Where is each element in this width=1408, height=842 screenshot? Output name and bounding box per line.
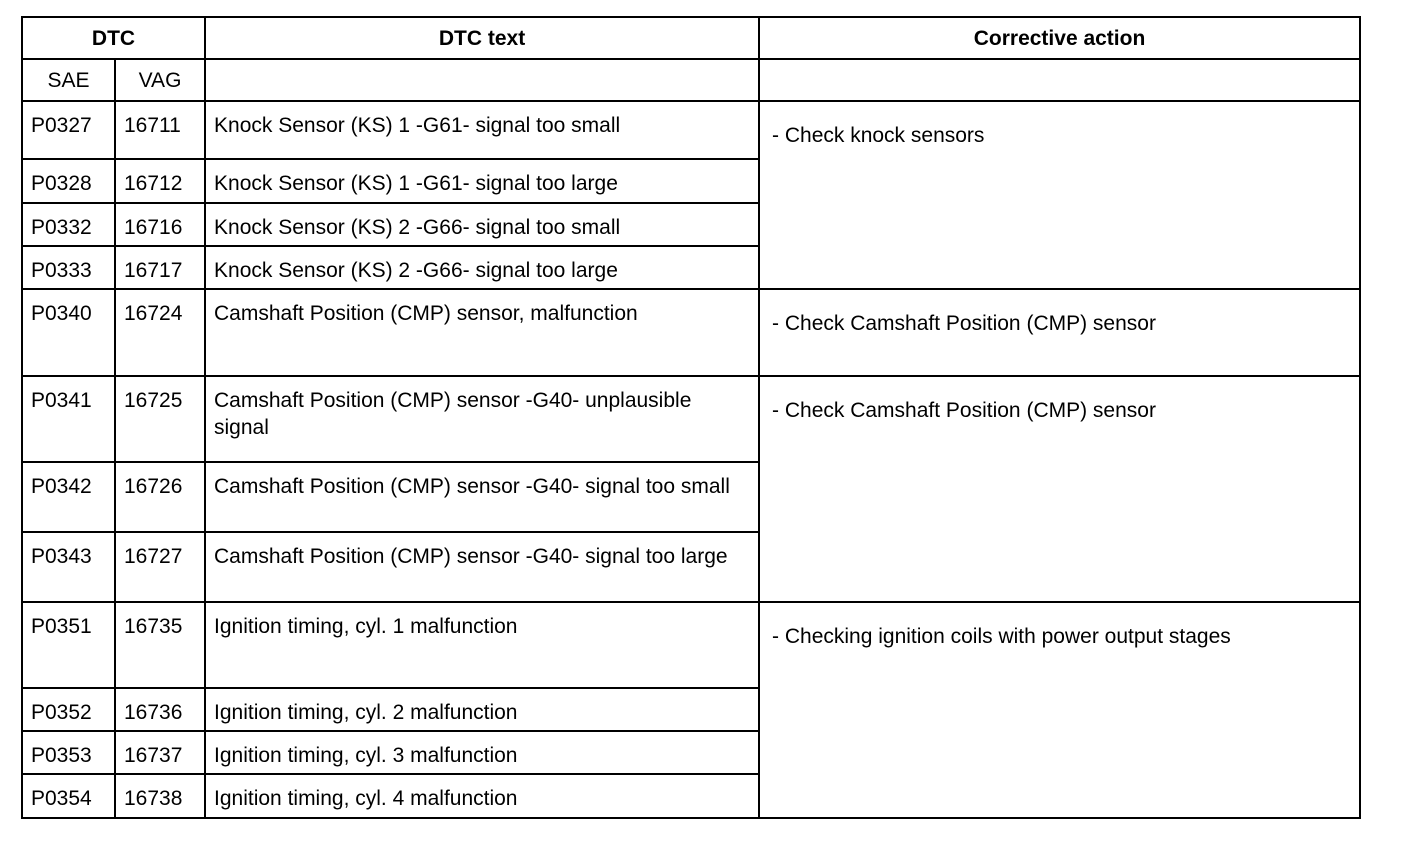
header-row bbox=[22, 17, 1360, 59]
header-sae: SAE bbox=[22, 59, 115, 101]
dtc-description: Knock Sensor (KS) 2 -G66- signal too large bbox=[205, 246, 759, 289]
sae-code: P0353 bbox=[22, 731, 115, 774]
sae-code: P0342 bbox=[22, 462, 115, 532]
dtc-description: Ignition timing, cyl. 1 malfunction bbox=[205, 602, 759, 688]
sae-code: P0333 bbox=[22, 246, 115, 289]
sae-code: P0327 bbox=[22, 101, 115, 159]
subheader-row bbox=[22, 59, 1360, 101]
table-row bbox=[22, 602, 1360, 688]
table-row bbox=[22, 376, 1360, 462]
sae-code: P0340 bbox=[22, 289, 115, 376]
vag-code: 16724 bbox=[115, 289, 205, 376]
vag-code: 16727 bbox=[115, 532, 205, 602]
corrective-action: - Check Camshaft Position (CMP) sensor bbox=[759, 376, 1360, 602]
sae-code: P0343 bbox=[22, 532, 115, 602]
sae-code: P0332 bbox=[22, 203, 115, 246]
dtc-description: Camshaft Position (CMP) sensor -G40- unplausible signal bbox=[205, 376, 759, 462]
sae-code: P0341 bbox=[22, 376, 115, 462]
corrective-action: - Check Camshaft Position (CMP) sensor bbox=[759, 289, 1360, 376]
dtc-description: Knock Sensor (KS) 1 -G61- signal too large bbox=[205, 159, 759, 203]
dtc-description: Ignition timing, cyl. 4 malfunction bbox=[205, 774, 759, 818]
header-corrective-action: Corrective action bbox=[759, 17, 1360, 59]
vag-code: 16712 bbox=[115, 159, 205, 203]
sae-code: P0354 bbox=[22, 774, 115, 818]
vag-code: 16717 bbox=[115, 246, 205, 289]
dtc-description: Camshaft Position (CMP) sensor, malfunction bbox=[205, 289, 759, 376]
sae-code: P0352 bbox=[22, 688, 115, 731]
vag-code: 16737 bbox=[115, 731, 205, 774]
sae-code: P0328 bbox=[22, 159, 115, 203]
vag-code: 16735 bbox=[115, 602, 205, 688]
vag-code: 16726 bbox=[115, 462, 205, 532]
vag-code: 16725 bbox=[115, 376, 205, 462]
dtc-description: Ignition timing, cyl. 2 malfunction bbox=[205, 688, 759, 731]
table-row bbox=[22, 101, 1360, 159]
vag-code: 16736 bbox=[115, 688, 205, 731]
corrective-action: - Check knock sensors bbox=[759, 101, 1360, 289]
header-dtc-text: DTC text bbox=[205, 17, 759, 59]
subheader-blank-text bbox=[205, 59, 759, 101]
table-row bbox=[22, 289, 1360, 376]
vag-code: 16716 bbox=[115, 203, 205, 246]
header-vag: VAG bbox=[115, 59, 205, 101]
corrective-action: - Checking ignition coils with power output stages bbox=[759, 602, 1360, 818]
dtc-description: Knock Sensor (KS) 2 -G66- signal too small bbox=[205, 203, 759, 246]
subheader-blank-action bbox=[759, 59, 1360, 101]
vag-code: 16738 bbox=[115, 774, 205, 818]
dtc-description: Ignition timing, cyl. 3 malfunction bbox=[205, 731, 759, 774]
header-dtc: DTC bbox=[22, 17, 205, 59]
dtc-description: Knock Sensor (KS) 1 -G61- signal too small bbox=[205, 101, 759, 159]
vag-code: 16711 bbox=[115, 101, 205, 159]
dtc-description: Camshaft Position (CMP) sensor -G40- signal too large bbox=[205, 532, 759, 602]
dtc-description: Camshaft Position (CMP) sensor -G40- signal too small bbox=[205, 462, 759, 532]
sae-code: P0351 bbox=[22, 602, 115, 688]
dtc-table bbox=[21, 16, 1361, 819]
